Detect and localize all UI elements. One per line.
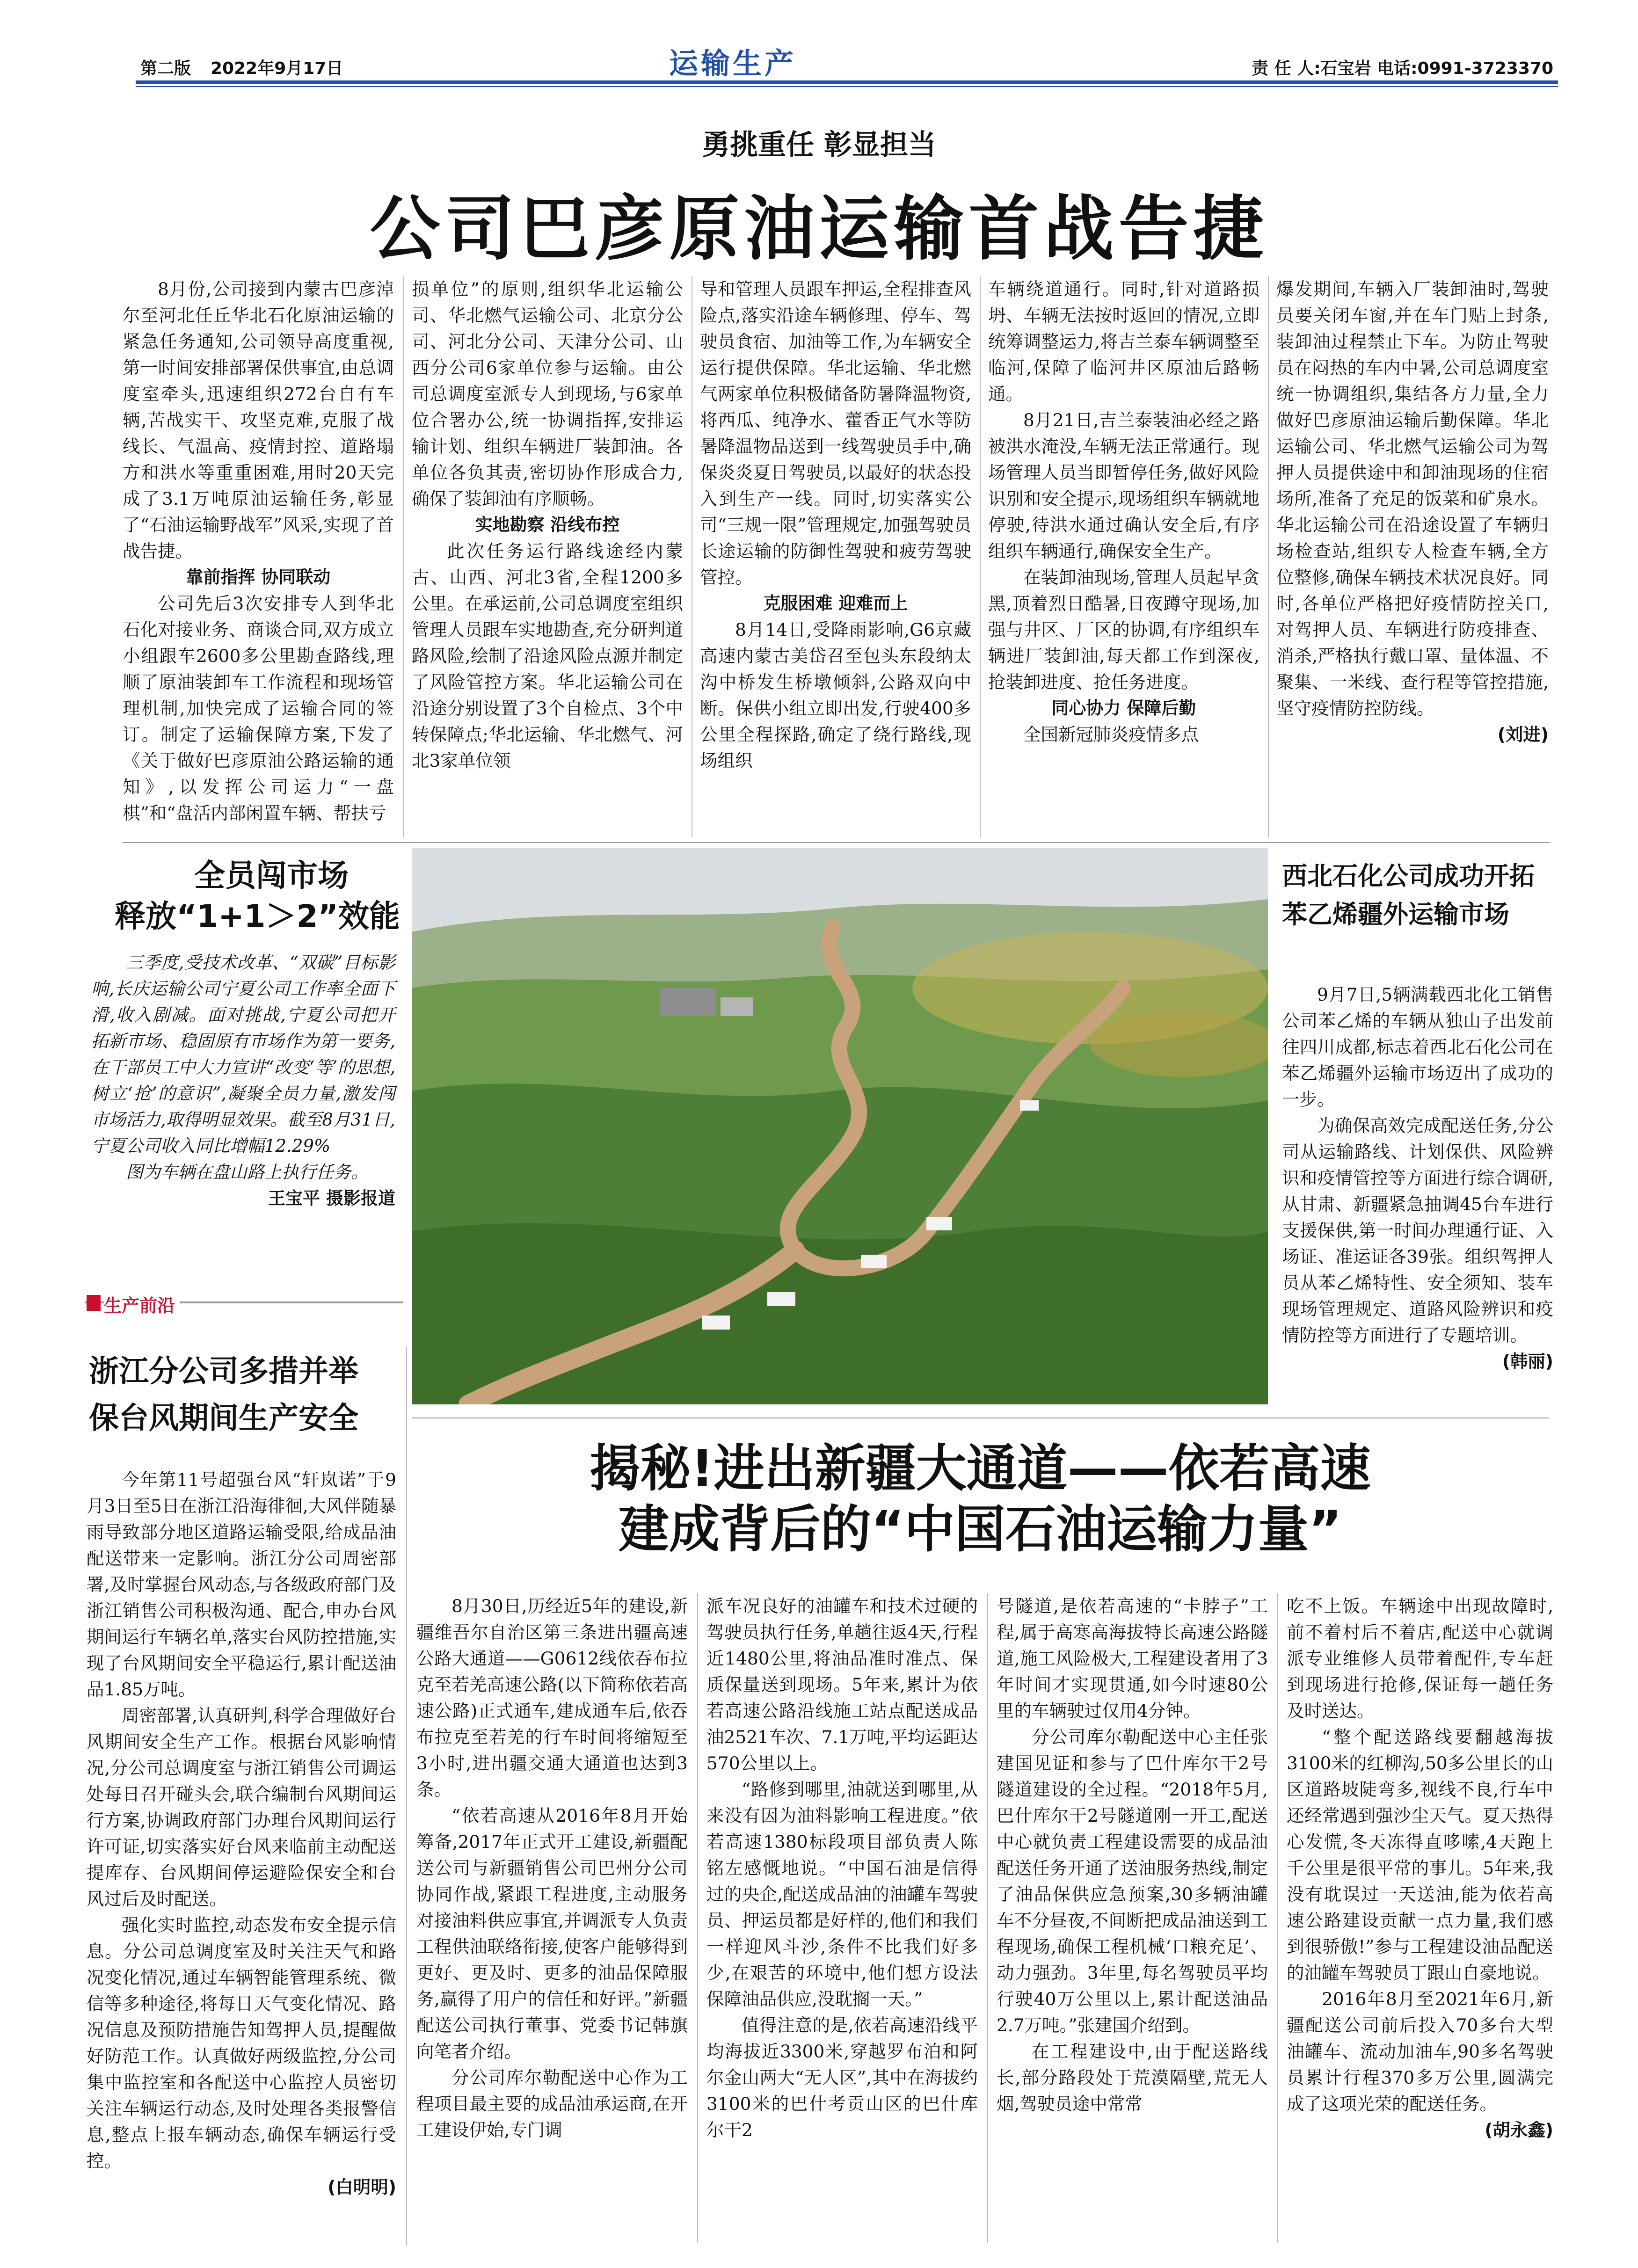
xinjiang-byline: (胡永鑫) [1485, 2120, 1553, 2140]
xinjiang-column-1: 8月30日,历经近5年的建设,新疆维吾尔自治区第三条进出疆高速公路大通道——G0612线依吞布拉克至若羌高速公路(以下简称依若高速公路)正式通车,建成通车后,依吞布拉克至若羌的行车时间将缩短至3小时,进出疆交通大通道也达到3条。 “依若高速从2016年8月开始筹备,2017年正式开工建设,新疆配送公司与新疆销售公司巴州分公司协同作战,紧跟工程进度,主动服务对接油料供应事宜,并调派专人负责工程供油联络衔接,使客户能够得到更好、更及时、更多的油品保障服务,赢得了用户的信任和好评。”新疆配送公司执行董事、党委书记韩旗向笔者介绍。 分公司库尔勒配送中心作为工程项目最主要的成品油承运商,在开工建设伊始,专门调 [416, 1596, 688, 2140]
zhejiang-byline: (白明明) [328, 2177, 396, 2197]
lead-subhead-4: 同心协力 保障后勤 [1051, 698, 1196, 718]
frontline-tag: 生产前沿 [104, 1291, 180, 1317]
issue-date: 2022年9月17日 [211, 59, 343, 78]
xinjiang-column-2: 派车况良好的油罐车和技术过硬的驾驶员执行任务,单趟往返4天,行程近1480公里,将油品准时准点、保质保量送到现场。5年来,累计为依若高速公路沿线施工站点配送成品油2521车次、7.1万吨,平均运距达570公里以上。 “路修到哪里,油就送到哪里,从来没有因为油料影响工程进度。”依若高速1380标段项目部负责人陈铭左感慨地说。“中国石油是信得过的央企,配送成品油的油罐车驾驶员、押运员都是好样的,他们和我们一样迎风斗沙,条件不比我们好多少,在艰苦的环境中,他们想方设法保障油品供应,没耽搁一天。” 值得注意的是,依若高速沿线平均海拔近3300米,穿越罗布泊和阿尔金山两大“无人区”,其中在海拔约3100米的巴什考贡山区的巴什库尔干2 [706, 1596, 978, 2140]
mountain-road-photo [412, 848, 1268, 1404]
zhejiang-body: 今年第11号超强台风“轩岚诺”于9月3日至5日在浙江沿海徘徊,大风伴随暴雨导致部分地区道路运输受限,给成品油配送带来一定影响。浙江分公司周密部署,及时掌握台风动态,与各级政府部门及浙江销售公司积极沟通、配合,申办台风期间运行车辆名单,落实台风防控措施,实现了台风期间安全平稳运行,累计配送油品1.85万吨。 周密部署,认真研判,科学合理做好台风期间安全生产工作。根据台风影响情况,分公司总调度室与浙江销售公司调运处每日召开碰头会,联合编制台风期间运行方案,协调政府部门办理台风期间运行许可证,切实落实好台风来临前主动配送提库存、台风期间停运避险保安全和台风过后及时配送。 强化实时监控,动态发布安全提示信息。分公司总调度室及时关注天气和路况变化情况,通过车辆智能管理系统、微信等多种途径,将每日天气变化情况、路况信息及预防措施告知驾押人员,提醒做好防范工作。认真做好两级监控,分公司集中监控室和各配送中心监控人员密切关注车辆运行动态,及时处理各类报警信息,整点上报车辆动态,确保车辆运行受控。 (白明明) [87, 1467, 396, 2200]
lead-subhead-1: 靠前指挥 协同联动 [186, 567, 331, 587]
lead-subhead-3: 克服困难 迎难而上 [763, 593, 908, 613]
lead-column-1: 8月份,公司接到内蒙古巴彦淖尔至河北任丘华北石化原油运输的紧急任务通知,公司领导高度重视,第一时间安排部署保供事宜,由总调度室牵头,迅速组织272台自有车辆,苦战实干、攻坚克难,克服了战线长、气温高、疫情封控、道路塌方和洪水等重重困难,用时20天完成了3.1万吨原油运输任务,彰显了“石油运输野战军”风采,实现了首战告捷。 靠前指挥 协同联动 公司先后3次安排专人到华北石化对接业务、商谈合同,双方成立小组跟车2600多公里勘查路线,理顺了原油装卸车工作流程和现场管理机制,加快完成了运输合同的签订。制定了运输保障方案,下发了《关于做好巴彦原油公路运输的通知》,以发挥公司运力“一盘棋”和“盘活内部闲置车辆、帮扶亏 [123, 279, 394, 823]
xinjiang-column-3: 号隧道,是依若高速的“卡脖子”工程,属于高寒高海拔特长高速公路隧道,施工风险极大,工程建设者用了3年时间才实现贯通,如今时速80公里的车辆驶过仅用4分钟。 分公司库尔勒配送中心主任张建国见证和参与了巴什库尔干2号隧道建设的全过程。“2018年5月,巴什库尔干2号隧道刚一开工,配送中心就负责工程建设需要的成品油配送任务开通了送油服务热线,制定了油品保供应急预案,30多辆油罐车不分昼夜,不间断把成品油送到工程现场,确保工程机械‘口粮充足’、动力强劲。3年里,每名驾驶员平均行驶40万公里以上,累计配送油品2.7万吨。”张建国介绍到。 在工程建设中,由于配送路线长,部分路段处于荒漠隔壁,荒无人烟,驾驶员途中常常 [997, 1596, 1268, 2114]
ningxia-body: 三季度,受技术改革、“双碳”目标影响,长庆运输公司宁夏公司工作率全面下滑,收入剧减。面对挑战,宁夏公司把开拓新市场、稳固原有市场作为第一要务,在干部员工中大力宣讲“改变‘等’的思想,树立‘抢’的意识”,凝聚全员力量,激发闯市场活力,取得明显效果。截至8月31日,宁夏公司收入同比增幅12.29% 图为车辆在盘山路上执行任务。 王宝平 摄影报道 [91, 950, 395, 1212]
ningxia-title-line2: 释放“1+1＞2”效能 [115, 898, 400, 934]
ningxia-title-line1: 全员闯市场 [194, 858, 349, 894]
lead-column-5: 爆发期间,车辆入厂装卸油时,驾驶员要关闭车窗,并在车门贴上封条,装卸油过程禁止下车。为防止驾驶员在闷热的车内中暑,公司总调度室统一协调组织,集结各方力量,全力做好巴彦原油运输后勤保障。华北运输公司、华北燃气运输公司为驾押人员提供途中和卸油现场的住宿场所,准备了充足的饭菜和矿泉水。华北运输公司在沿途设置了车辆归场检查站,组织专人检查车辆,全方位整修,确保车辆技术状况良好。同时,各单位严格把好疫情防控关口,对驾押人员、车辆进行防疫排查、消杀,严格执行戴口罩、量体温、不聚集、一米线、查行程等管控措施,坚守疫情防控防线。 (刘进) [1276, 276, 1549, 748]
zhejiang-title-line2: 保台风期间生产安全 [89, 1401, 358, 1436]
northwest-title-line2: 苯乙烯疆外运输市场 [1282, 900, 1509, 929]
northwest-title-line1: 西北石化公司成功开拓 [1282, 861, 1535, 891]
edition-label: 第二版 [140, 59, 191, 78]
lead-headline: 公司巴彦原油运输首战告捷 [370, 189, 1268, 270]
lead-subhead-2: 实地勘察 沿线布控 [475, 515, 620, 535]
section-title: 运输生产 [669, 46, 797, 80]
lead-kicker: 勇挑重任 彰显担当 [702, 129, 936, 161]
editor-contact: 责 任 人:石宝岩 电话:0991-3723370 [1252, 59, 1553, 78]
ningxia-byline: 王宝平 摄影报道 [268, 1188, 395, 1208]
lead-column-2: 损单位”的原则,组织华北运输公司、华北燃气运输公司、北京分公司、河北分公司、天津分公司、山西分公司6家单位参与运输。由公司总调度室派专人到现场,与6家单位合署办公,统一协调指挥,安排运输计划、组织车辆进厂装卸油。各单位各负其责,密切协作形成合力,确保了装卸油有序顺畅。 实地勘察 沿线布控 此次任务运行路线途经内蒙古、山西、河北3省,全程1200多公里。在承运前,公司总调度室组织管理人员跟车实地勘查,充分研判道路风险,绘制了沿途风险点源并制定了风险管控方案。华北运输公司在沿途分别设置了3个自检点、3个中转保障点;华北运输、华北燃气、河北3家单位领 [412, 279, 683, 771]
lead-column-4: 车辆绕道通行。同时,针对道路损坍、车辆无法按时返回的情况,立即统筹调整运力,将吉兰泰车辆调整至临河,保障了临河井区原油后路畅通。 8月21日,吉兰泰装油必经之路被洪水淹没,车辆无法正常通行。现场管理人员当即暂停任务,做好风险识别和安全提示,现场组织车辆就地停驶,待洪水通过确认安全后,有序组织车辆通行,确保安全生产。 在装卸油现场,管理人员起早贪黑,顶着烈日酷暑,日夜蹲守现场,加强与井区、厂区的协调,有序组织车辆进厂装卸油,每天都工作到深夜,抢装卸进度、抢任务进度。 同心协力 保障后勤 全国新冠肺炎疫情多点 [988, 279, 1259, 745]
header-rule-thin [136, 86, 1558, 87]
zhejiang-title-line1: 浙江分公司多措并举 [89, 1354, 358, 1389]
northwest-byline: (韩丽) [1502, 1351, 1553, 1372]
xinjiang-headline-line2: 建成背后的“中国石油运输力量” [619, 1500, 1342, 1559]
header-rule [136, 80, 1558, 84]
xinjiang-column-4: 吃不上饭。车辆途中出现故障时,前不着村后不着店,配送中心就调派专业维修人员带着配件,专车赶到现场进行抢修,保证每一趟任务及时送达。 “整个配送路线要翻越海拔3100米的红柳沟,50多公里长的山区道路坡陡弯多,视线不良,行车中还经常遇到强沙尘天气。夏天热得心发慌,冬天冻得直哆嗦,4天跑上千公里是很平常的事儿。5年来,我没有耽误过一天送油,能为依若高速公路建设贡献一点力量,我们感到很骄傲!”参与工程建设油品配送的油罐车驾驶员丁跟山自豪地说。 2016年8月至2021年6月,新疆配送公司前后投入70多台大型油罐车、流动加油车,90多名驾驶员累计行程370多万公里,圆满完成了这项光荣的配送任务。 (胡永鑫) [1287, 1593, 1553, 2143]
lead-column-3: 导和管理人员跟车押运,全程排查风险点,落实沿途车辆修理、停车、驾驶员食宿、加油等工作,为车辆安全运行提供保障。华北运输、华北燃气两家单位积极储备防暑降温物资,将西瓜、纯净水、藿香正气水等防暑降温物品送到一线驾驶员手中,确保炎炎夏日驾驶员,以最好的状态投入到生产一线。同时,切实落实公司“三规一限”管理规定,加强驾驶员长途运输的防御性驾驶和疲劳驾驶管控。 克服困难 迎难而上 8月14日,受降雨影响,G6京藏高速内蒙古美岱召至包头东段纳太沟中桥发生桥墩倾斜,公路双向中断。保供小组立即出发,行驶400多公里全程探路,确定了绕行路线,现场组织 [700, 279, 971, 771]
frontline-marker [87, 1295, 101, 1311]
xinjiang-headline-line1: 揭秘!进出新疆大通道——依若高速 [590, 1439, 1371, 1498]
lead-byline: (刘进) [1497, 724, 1549, 745]
northwest-body: 9月7日,5辆满载西北化工销售公司苯乙烯的车辆从独山子出发前往四川成都,标志着西北石化公司在苯乙烯疆外运输市场迈出了成功的一步。 为确保高效完成配送任务,分公司从运输路线、计划保供、风险辨识和疫情管控等方面进行综合调研,从甘肃、新疆紧急抽调45台车进行支援保供,第一时间办理通行证、入场证、准运证各39张。组织驾押人员从苯乙烯特性、安全须知、装车现场管理规定、道路风险辨识和疫情防控等方面进行了专题培训。 (韩丽) [1282, 981, 1553, 1374]
